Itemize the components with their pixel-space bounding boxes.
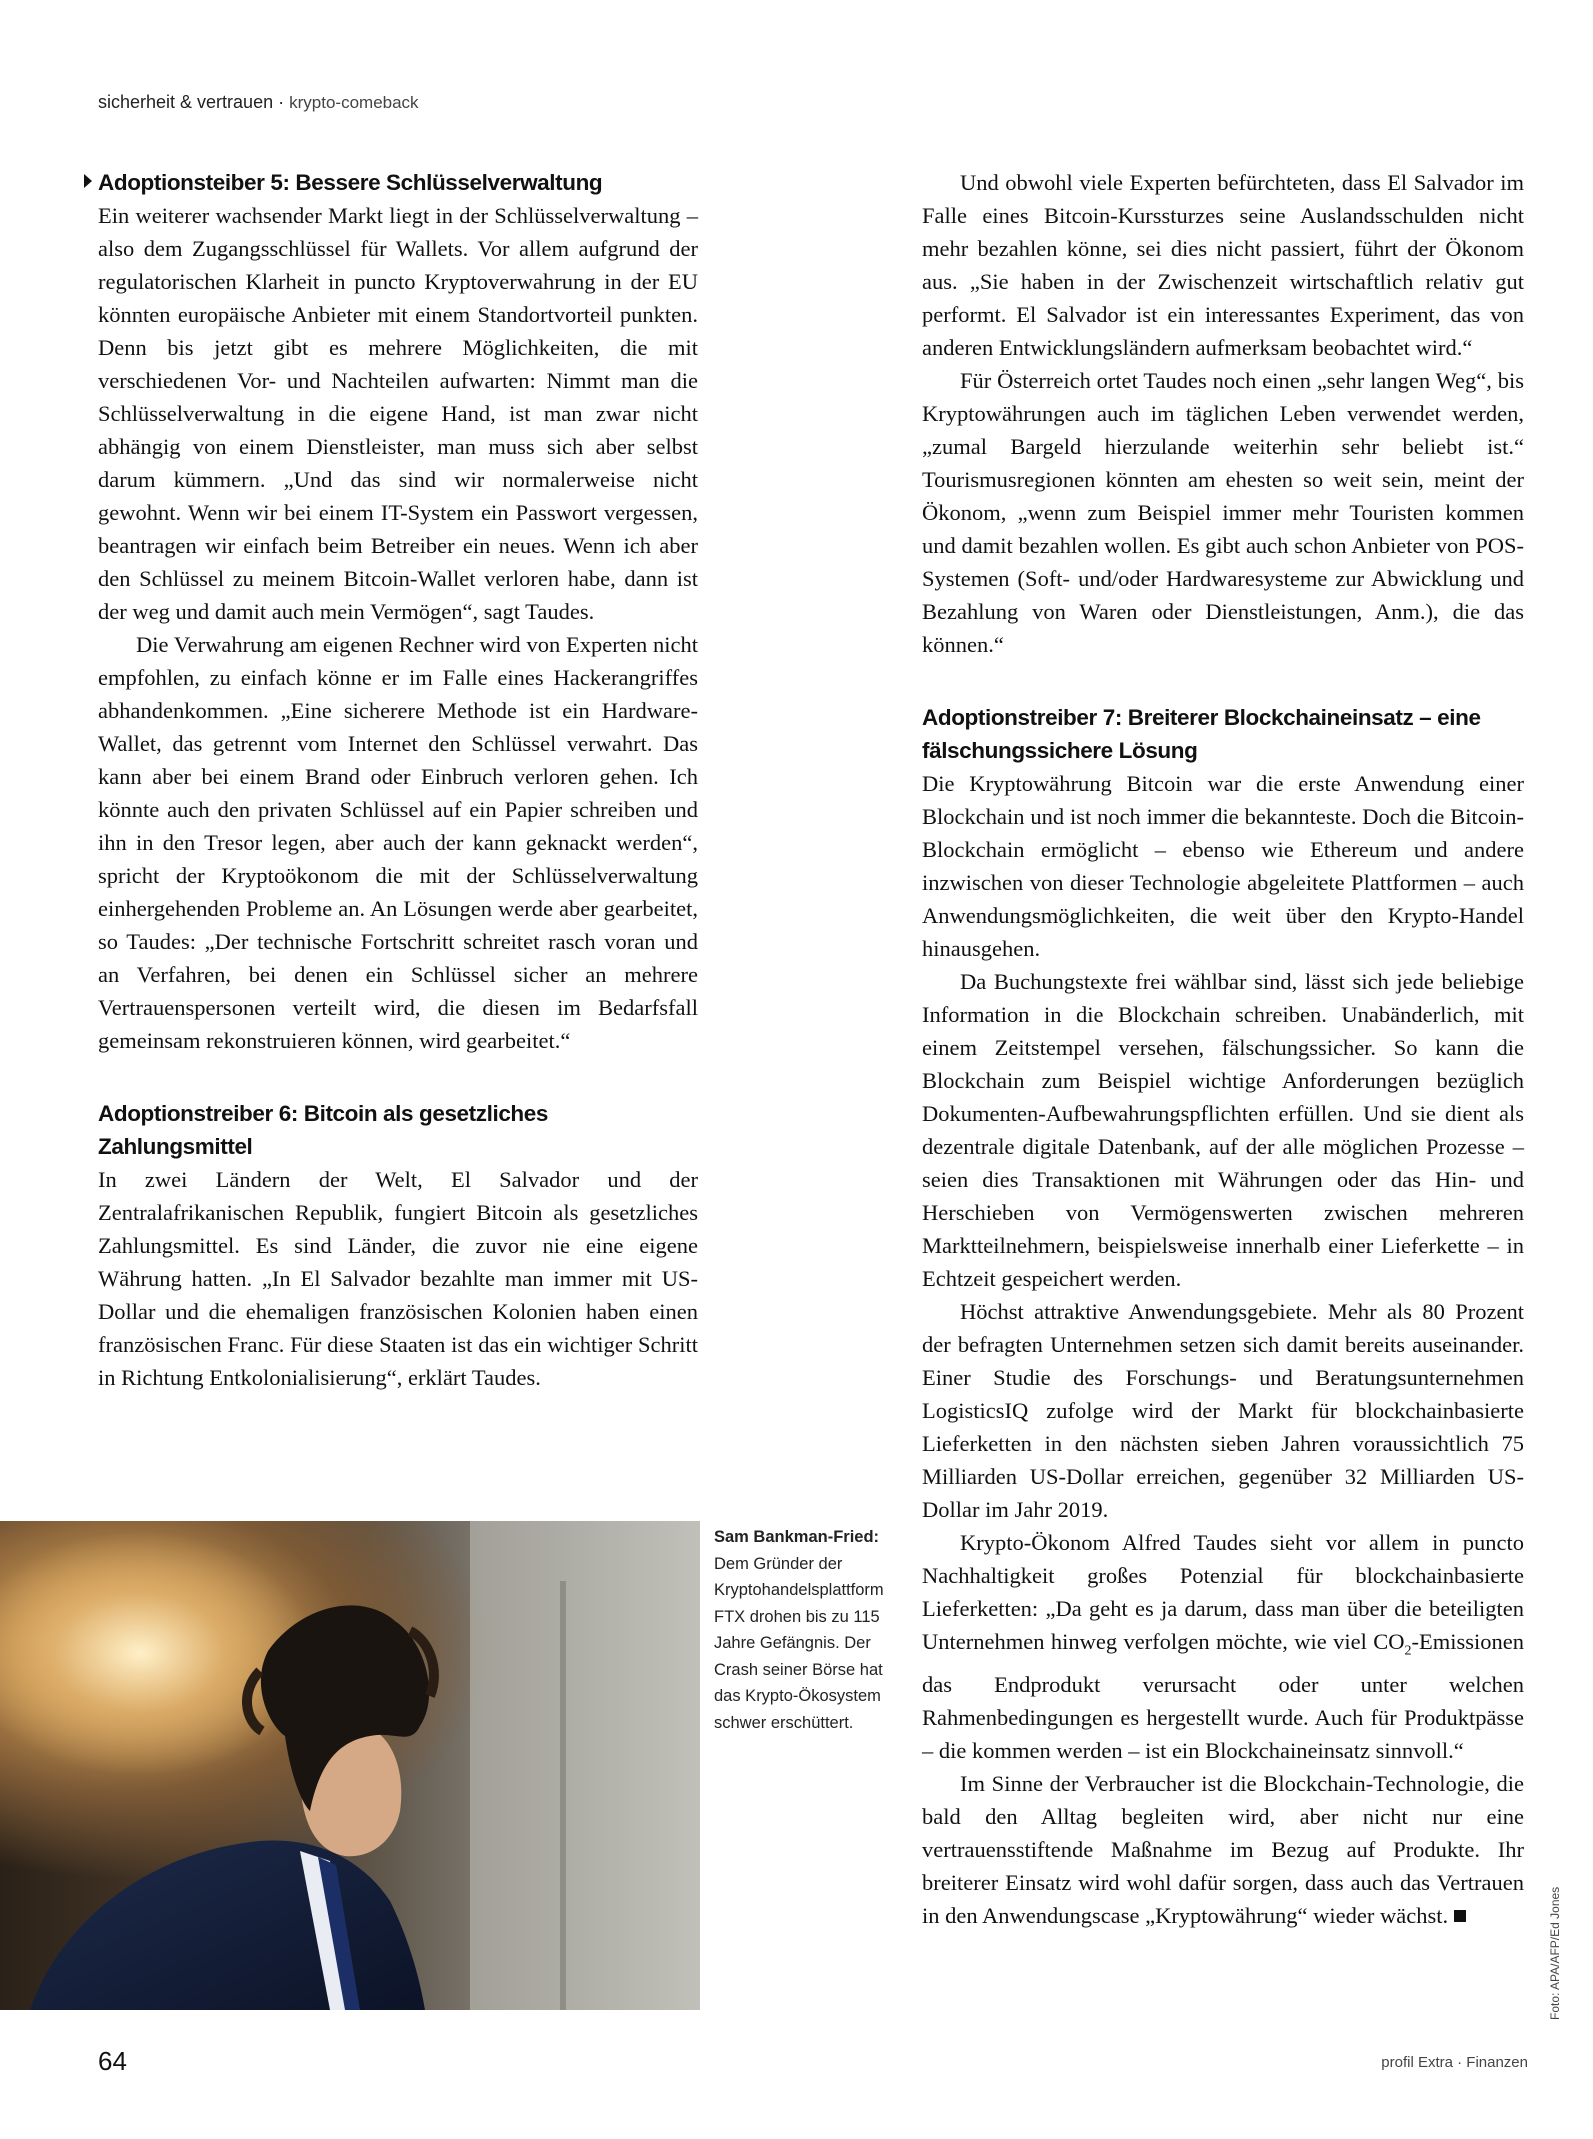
heading-adoption-driver-6: Adoptionstreiber 6: Bitcoin als gesetzliches Zahlungsmittel bbox=[98, 1101, 549, 1159]
paragraph bbox=[922, 1526, 1524, 1767]
paragraph: In zwei Ländern der Welt, El Salvador und der Zentralafrikanischen Republik, fungiert Bitcoin als gesetzliches Zahlungsmittel. Es sind Länder, die zuvor nie eine eigene Währung hatten. „In El Salvador bezahlte man immer mit US-Dollar und die ehemaligen französischen Kolonien haben einen französischen Franc. Für diese Staaten ist das ein wichtiger Schritt in Richtung Entkolonialisierung“, erklärt Taudes. bbox=[98, 1167, 698, 1390]
section-kicker bbox=[98, 92, 419, 113]
triangle-arrow-icon bbox=[84, 174, 92, 188]
photo-credit: Foto: APA/AFP/Ed Jones bbox=[1548, 1886, 1562, 2020]
heading-adoption-driver-7: Adoptionstreiber 7: Breiterer Blockchaineinsatz – eine fälschungssichere Lösung bbox=[922, 705, 1481, 763]
paragraph bbox=[922, 1767, 1524, 1932]
end-mark-icon bbox=[1454, 1910, 1466, 1922]
kicker-separator: · bbox=[278, 92, 285, 112]
page-number: 64 bbox=[98, 2046, 127, 2076]
paragraph: Die Kryptowährung Bitcoin war die erste Anwendung einer Blockchain und ist noch immer die bekannteste. Doch die Bitcoin-Blockchain ermöglicht – ebenso wie Ethereum und andere inzwischen von dieser Technologie abgeleitete Plattformen – auch Anwendungsmöglichkeiten, die weit über den Krypto-Handel hinausgehen. bbox=[922, 771, 1524, 961]
paragraph: Und obwohl viele Experten befürchteten, dass El Salvador im Falle eines Bitcoin-Kurssturzes seine Auslandsschulden nicht mehr bezahlen könne, sei dies nicht passiert, führt der Ökonom aus. „Sie haben in der Zwischenzeit wirtschaftlich relativ gut performt. El Salvador ist ein interessantes Experiment, das von anderen Entwicklungsländern aufmerksam beobachtet wird.“ bbox=[922, 170, 1524, 360]
photo-caption bbox=[714, 1524, 904, 1736]
co2-subscript: 2 bbox=[1404, 1643, 1412, 1659]
paragraph-text: -Emissionen das Endprodukt verursacht oder unter welchen Rahmenbedingungen es hergestellt wurde. Auch für Produktpässe – die kommen werden – ist ein Blockchaineinsatz sinnvoll.“ bbox=[922, 1629, 1524, 1763]
section-topic: krypto-comeback bbox=[289, 93, 419, 112]
heading-adoption-driver-5: Adoptionsteiber 5: Bessere Schlüsselverwaltung bbox=[98, 170, 603, 195]
article-photo bbox=[0, 1521, 700, 2010]
publication-name: profil Extra · Finanzen bbox=[1381, 2054, 1528, 2071]
paragraph: Ein weiterer wachsender Markt liegt in der Schlüsselverwaltung – also dem Zugangsschlüssel für Wallets. Vor allem aufgrund der regulatorischen Klarheit in puncto Kryptoverwahrung in der EU könnten europäische Anbieter mit einem Standortvorteil punkten. Denn bis jetzt gibt es mehrere Möglichkeiten, die mit verschiedenen Vor- und Nachteilen aufwarten: Nimmt man die Schlüsselverwaltung in die eigene Hand, ist man zwar nicht abhängig von einem Dienstleister, man muss sich aber selbst darum kümmern. „Und das sind wir normalerweise nicht gewohnt. Wenn wir bei einem IT-System ein Passwort vergessen, beantragen wir einfach beim Betreiber ein neues. Wenn ich aber den Schlüssel zu meinem Bitcoin-Wallet verloren habe, dann ist der weg und damit auch mein Vermögen“, sagt Taudes. bbox=[98, 203, 698, 624]
paragraph-text: Krypto-Ökonom Alfred Taudes sieht vor allem in puncto Nachhaltigkeit großes Potenzial für blockchainbasierte Lieferketten: „Da geht es ja darum, dass man über die beteiligten Unternehmen hinweg verfolgen möchte, wie viel CO bbox=[922, 1530, 1524, 1654]
paragraph: Für Österreich ortet Taudes noch einen „sehr langen Weg“, bis Kryptowährungen auch im täglichen Leben verwendet werden, „zumal Bargeld hierzulande weiterhin sehr beliebt ist.“ Tourismusregionen könnten am ehesten so weit sein, meint der Ökonom, „wenn zum Beispiel immer mehr Touristen kommen und damit bezahlen wollen. Es gibt auch schon Anbieter von POS-Systemen (Soft- und/oder Hardwaresysteme zur Abwicklung und Bezahlung von Waren oder Dienstleistungen, Anm.), die das können.“ bbox=[922, 368, 1524, 657]
section-name: sicherheit & vertrauen bbox=[98, 92, 274, 112]
paragraph: Die Verwahrung am eigenen Rechner wird von Experten nicht empfohlen, zu einfach könne er im Falle eines Hackerangriffes abhandenkommen. „Eine sicherere Methode ist ein Hardware-Wallet, das getrennt vom Internet den Schlüssel verwahrt. Das kann aber bei einem Brand oder Einbruch verloren gehen. Ich könnte auch den privaten Schlüssel auf ein Papier schreiben und ihn in den Tresor legen, aber auch der kann geknackt werden“, spricht der Kryptoökonom die mit der Schlüsselverwaltung einhergehenden Probleme an. An Lösungen werde aber gearbeitet, so Taudes: „Der technische Fortschritt schreitet rasch voran und an Verfahren, bei denen ein Schlüssel sicher an mehrere Vertrauenspersonen verteilt wird, die diesen im Bedarfsfall gemeinsam rekonstruieren können, wird gearbeitet.“ bbox=[98, 632, 698, 1053]
portrait-illustration bbox=[0, 1521, 700, 2010]
caption-title: Sam Bankman-Fried: bbox=[714, 1528, 880, 1546]
paragraph: Da Buchungstexte frei wählbar sind, lässt sich jede beliebige Information in die Blockchain schreiben. Unabänderlich, mit einem Zeitstempel versehen, fälschungssicher. So kann die Blockchain zum Beispiel wichtige Anforderungen bezüglich Dokumenten-Aufbewahrungspflichten erfüllen. Und sie dient als dezentrale digitale Datenbank, auf der alle möglichen Prozesse – seien dies Transaktionen mit Währungen oder das Hin- und Herschieben von Vermögenswerten zwischen mehreren Marktteilnehmern, beispielsweise innerhalb einer Lieferkette – in Echtzeit gespeichert werden. bbox=[922, 969, 1524, 1291]
left-column bbox=[98, 166, 698, 1394]
paragraph: Höchst attraktive Anwendungsgebiete. Mehr als 80 Prozent der befragten Unternehmen setzen sich damit bereits auseinander. Einer Studie des Forschungs- und Beratungsunternehmen LogisticsIQ zufolge wird der Markt für blockchainbasierte Lieferketten in den nächsten sieben Jahren voraussichtlich 75 Milliarden US-Dollar erreichen, gegenüber 32 Milliarden US-Dollar im Jahr 2019. bbox=[922, 1299, 1524, 1522]
paragraph-text: Im Sinne der Verbraucher ist die Blockchain-Technologie, die bald den Alltag begleiten wird, aber nicht nur eine vertrauensstiftende Maßnahme im Bezug auf Produkte. Ihr breiterer Einsatz wird wohl dafür sorgen, dass auch das Vertrauen in den Anwendungscase „Kryptowährung“ wieder wächst. bbox=[922, 1770, 1524, 1928]
right-column bbox=[922, 166, 1524, 1932]
caption-text: Dem Gründer der Kryptohandelsplattform FTX drohen bis zu 115 Jahre Gefängnis. Der Crash seiner Börse hat das Krypto-Ökosystem schwer erschüttert. bbox=[714, 1554, 884, 1732]
